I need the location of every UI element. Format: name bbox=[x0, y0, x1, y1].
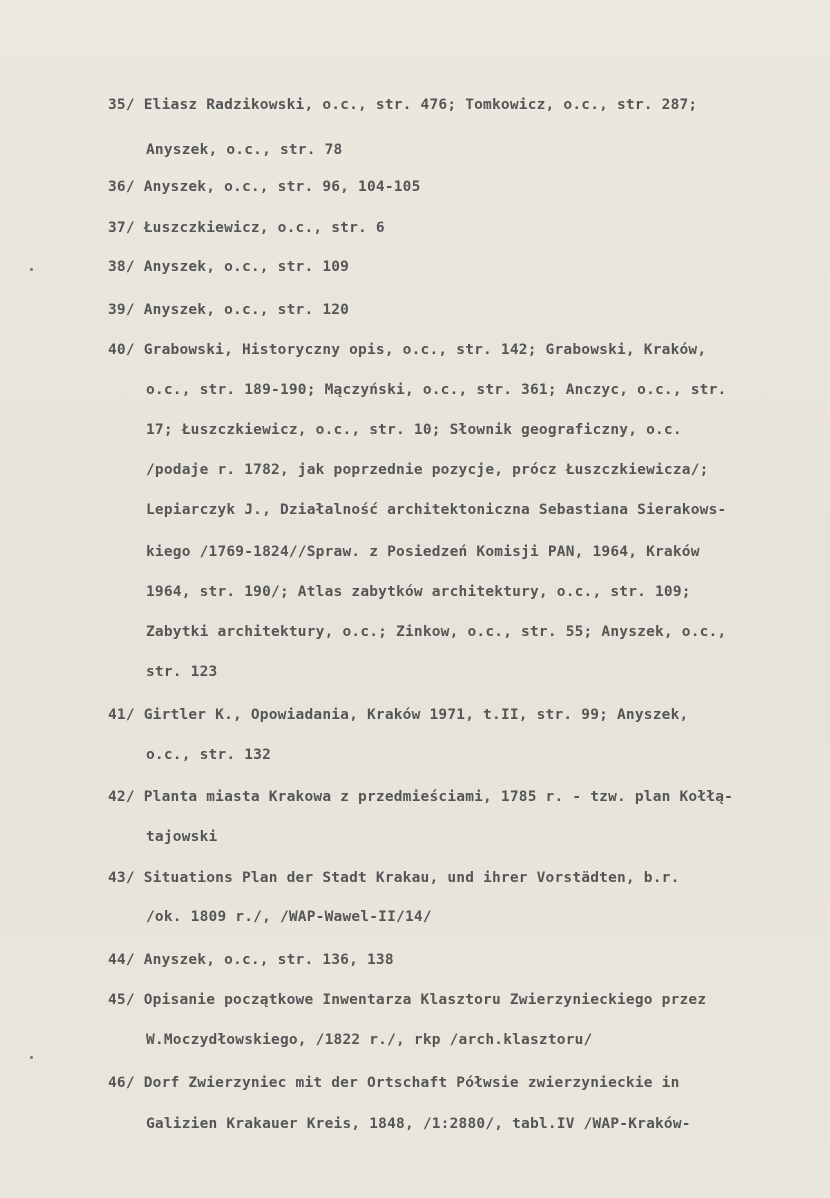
text-line: o.c., str. 189-190; Mączyński, o.c., str. 361; Anczyc, o.c., str. bbox=[146, 382, 727, 398]
margin-dot bbox=[30, 1056, 33, 1059]
text-line: 46/ Dorf Zwierzyniec mit der Ortschaft Półwsie zwierzynieckie in bbox=[108, 1075, 680, 1091]
text-line: 40/ Grabowski, Historyczny opis, o.c., str. 142; Grabowski, Kraków, bbox=[108, 342, 707, 358]
text-line: 37/ Łuszczkiewicz, o.c., str. 6 bbox=[108, 220, 385, 236]
text-line: 45/ Opisanie początkowe Inwentarza Klasztoru Zwierzynieckiego przez bbox=[108, 992, 707, 1008]
text-line: /ok. 1809 r./, /WAP-Wawel-II/14/ bbox=[146, 909, 432, 925]
text-line: Anyszek, o.c., str. 78 bbox=[146, 142, 343, 158]
text-line: /podaje r. 1782, jak poprzednie pozycje, prócz Łuszczkiewicza/; bbox=[146, 462, 709, 478]
text-line: 35/ Eliasz Radzikowski, o.c., str. 476; Tomkowicz, o.c., str. 287; bbox=[108, 97, 698, 113]
text-line: 41/ Girtler K., Opowiadania, Kraków 1971, t.II, str. 99; Anyszek, bbox=[108, 707, 689, 723]
text-line: 17; Łuszczkiewicz, o.c., str. 10; Słownik geograficzny, o.c. bbox=[146, 422, 682, 438]
text-line: 36/ Anyszek, o.c., str. 96, 104-105 bbox=[108, 179, 421, 195]
margin-dot bbox=[30, 268, 33, 271]
text-line: 44/ Anyszek, o.c., str. 136, 138 bbox=[108, 952, 394, 968]
text-line: o.c., str. 132 bbox=[146, 747, 272, 763]
text-line: Zabytki architektury, o.c.; Zinkow, o.c., str. 55; Anyszek, o.c., bbox=[146, 624, 727, 640]
text-line: tajowski bbox=[146, 829, 218, 845]
text-line: str. 123 bbox=[146, 664, 218, 680]
text-line: 42/ Planta miasta Krakowa z przedmieściami, 1785 r. - tzw. plan Kołłą- bbox=[108, 789, 734, 805]
text-line: 43/ Situations Plan der Stadt Krakau, und ihrer Vorstädten, b.r. bbox=[108, 870, 680, 886]
text-line: Lepiarczyk J., Działalność architektoniczna Sebastiana Sierakows- bbox=[146, 502, 727, 518]
text-line: Galizien Krakauer Kreis, 1848, /1:2880/, tabl.IV /WAP-Kraków- bbox=[146, 1116, 691, 1132]
text-line: 39/ Anyszek, o.c., str. 120 bbox=[108, 302, 350, 318]
text-line: 38/ Anyszek, o.c., str. 109 bbox=[108, 259, 350, 275]
text-line: kiego /1769-1824//Spraw. z Posiedzeń Komisji PAN, 1964, Kraków bbox=[146, 544, 700, 560]
text-line: W.Moczydłowskiego, /1822 r./, rkp /arch.klasztoru/ bbox=[146, 1032, 593, 1048]
text-line: 1964, str. 190/; Atlas zabytków architektury, o.c., str. 109; bbox=[146, 584, 691, 600]
